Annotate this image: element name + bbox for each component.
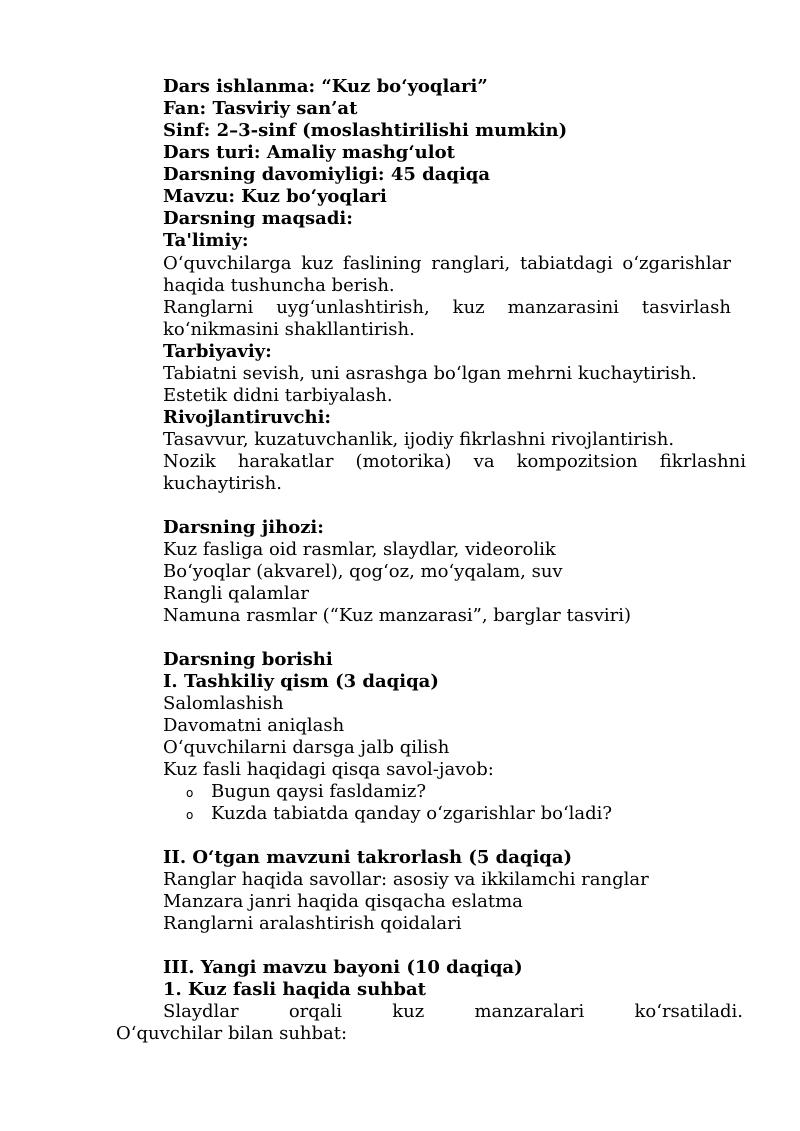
list-item: Tasavvur, kuzatuvchanlik, ijodiy fikrlashni rivojlantirish. bbox=[163, 429, 675, 450]
part2-heading: II. O‘tgan mavzuni takrorlash (5 daqiqa) bbox=[163, 847, 573, 868]
duration-line: Darsning davomiyligi: 45 daqiqa bbox=[163, 164, 491, 185]
sub-list-item: Kuzda tabiatda qanday o‘zgarishlar bo‘ladi? bbox=[211, 803, 613, 824]
list-item: Namuna rasmlar (“Kuz manzarasi”, barglar tasviri) bbox=[163, 605, 632, 626]
list-item-line: O‘quvchilarga kuz faslining ranglari, tabiatdagi o‘zgarishlar bbox=[163, 253, 731, 274]
lesson-title: Dars ishlanma: “Kuz bo‘yoqlari” bbox=[163, 76, 488, 97]
equipment-heading: Darsning jihozi: bbox=[163, 517, 324, 538]
list-item-line: Nozik harakatlar (motorika) va kompozitsion fikrlashni bbox=[163, 451, 746, 472]
part1-heading: I. Tashkiliy qism (3 daqiqa) bbox=[163, 671, 439, 692]
upbringing-heading: Tarbiyaviy: bbox=[163, 341, 272, 362]
goal-heading: Darsning maqsadi: bbox=[163, 208, 353, 229]
list-item: Kuz fasliga oid rasmlar, slaydlar, videorolik bbox=[163, 539, 556, 560]
educational-heading: Ta'limiy: bbox=[163, 230, 249, 251]
part3-heading: III. Yangi mavzu bayoni (10 daqiqa) bbox=[163, 957, 523, 978]
list-item: Bo‘yoqlar (akvarel), qog‘oz, mo‘yqalam, suv bbox=[163, 561, 563, 582]
topic-line: Mavzu: Kuz bo‘yoqlari bbox=[163, 186, 387, 207]
list-item: O‘quvchilarni darsga jalb qilish bbox=[163, 737, 450, 758]
circle-bullet-icon: o bbox=[186, 786, 194, 800]
list-item: Kuz fasli haqidagi qisqa savol-javob: bbox=[163, 759, 494, 780]
circle-bullet-icon: o bbox=[186, 808, 194, 822]
list-item: Manzara janri haqida qisqacha eslatma bbox=[163, 891, 523, 912]
list-item-line: Ranglarni uyg‘unlashtirish, kuz manzarasini tasvirlash bbox=[163, 297, 731, 318]
list-item: Tabiatni sevish, uni asrashga bo‘lgan mehrni kuchaytirish. bbox=[163, 363, 697, 384]
list-item: Estetik didni tarbiyalash. bbox=[163, 385, 393, 406]
grade-line: Sinf: 2–3-sinf (moslashtirilishi mumkin) bbox=[163, 120, 568, 141]
paragraph-line: Slaydlar orqali kuz manzaralari ko‘rsatiladi. bbox=[163, 1001, 743, 1022]
list-item-line: ko‘nikmasini shakllantirish. bbox=[163, 319, 415, 340]
list-item: Ranglar haqida savollar: asosiy va ikkilamchi ranglar bbox=[163, 869, 649, 890]
list-item-line: haqida tushuncha berish. bbox=[163, 275, 395, 296]
sub-list-item: Bugun qaysi fasldamiz? bbox=[211, 781, 426, 802]
subject-line: Fan: Tasviriy san’at bbox=[163, 98, 358, 119]
list-item: Davomatni aniqlash bbox=[163, 715, 345, 736]
list-item: Rangli qalamlar bbox=[163, 583, 309, 604]
list-item-line: kuchaytirish. bbox=[163, 473, 282, 494]
part3-subheading: 1. Kuz fasli haqida suhbat bbox=[163, 979, 426, 1000]
developmental-heading: Rivojlantiruvchi: bbox=[163, 407, 332, 428]
paragraph-line: O‘quvchilar bilan suhbat: bbox=[116, 1023, 348, 1044]
progress-heading: Darsning borishi bbox=[163, 649, 333, 670]
list-item: Salomlashish bbox=[163, 693, 284, 714]
lesson-type-line: Dars turi: Amaliy mashg‘ulot bbox=[163, 142, 455, 163]
list-item: Ranglarni aralashtirish qoidalari bbox=[163, 913, 462, 934]
